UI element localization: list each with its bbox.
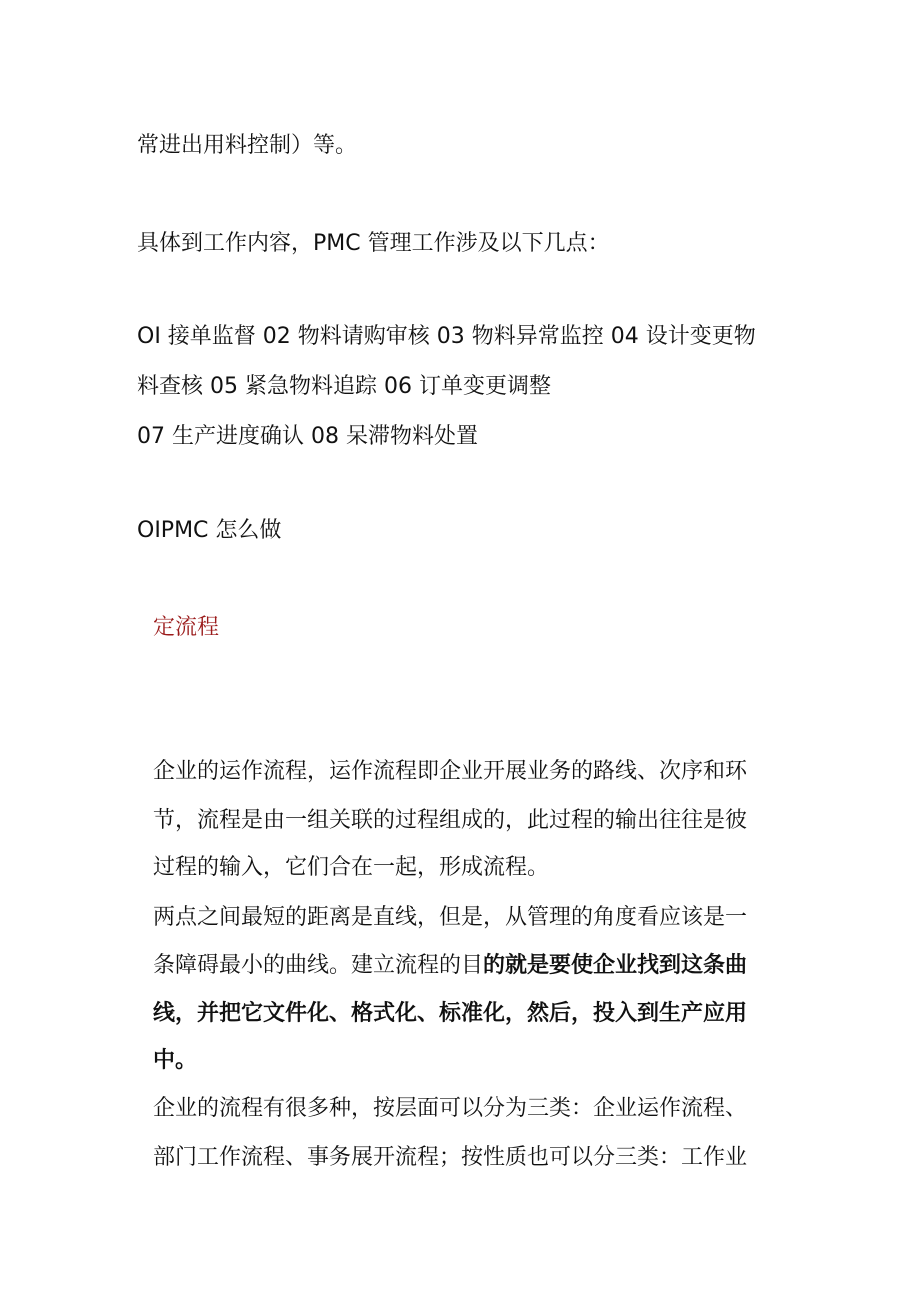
body-p2-line-2-bold: 的就是要使企业找到这条曲 — [483, 953, 748, 978]
intro-line-2: 具体到工作内容，PMC 管理工作涉及以下几点： — [137, 231, 610, 256]
body-p1-line-3: 过程的输入，它们合在一起，形成流程。 — [153, 855, 550, 880]
task-list-line-1: OI 接单监督 02 物料请购审核 03 物料异常监控 04 设计变更物 — [137, 324, 756, 349]
body-p1-line-1: 企业的运作流程，运作流程即企业开展业务的路线、次序和环 — [153, 759, 748, 784]
body-p2-line-2 — [153, 951, 747, 981]
task-list-line-3: 07 生产进度确认 08 呆滞物料处置 — [137, 424, 478, 449]
task-list-line-2: 料查核 05 紧急物料追踪 06 订单变更调整 — [137, 374, 551, 399]
body-p2-line-3: 线，并把它文件化、格式化、标准化，然后，投入到生产应用 — [153, 1001, 748, 1026]
subsection-heading: 定流程 — [153, 615, 220, 640]
body-p2-line-2-normal: 条障碍最小的曲线。建立流程的目 — [153, 953, 484, 978]
intro-line-1: 常进出用料控制）等。 — [137, 133, 358, 158]
body-p3-line-1: 企业的流程有很多种，按层面可以分为三类：企业运作流程、 — [153, 1096, 748, 1121]
section-heading: OIPMC 怎么做 — [137, 518, 282, 543]
body-p1-line-2: 节，流程是由一组关联的过程组成的，此过程的输出往往是彼 — [153, 808, 748, 833]
body-p2-line-1: 两点之间最短的距离是直线，但是，从管理的角度看应该是一 — [153, 905, 748, 930]
body-p2-line-4: 中。 — [153, 1048, 198, 1073]
body-p3-line-2: 部门工作流程、事务展开流程；按性质也可以分三类：工作业 — [153, 1145, 748, 1170]
